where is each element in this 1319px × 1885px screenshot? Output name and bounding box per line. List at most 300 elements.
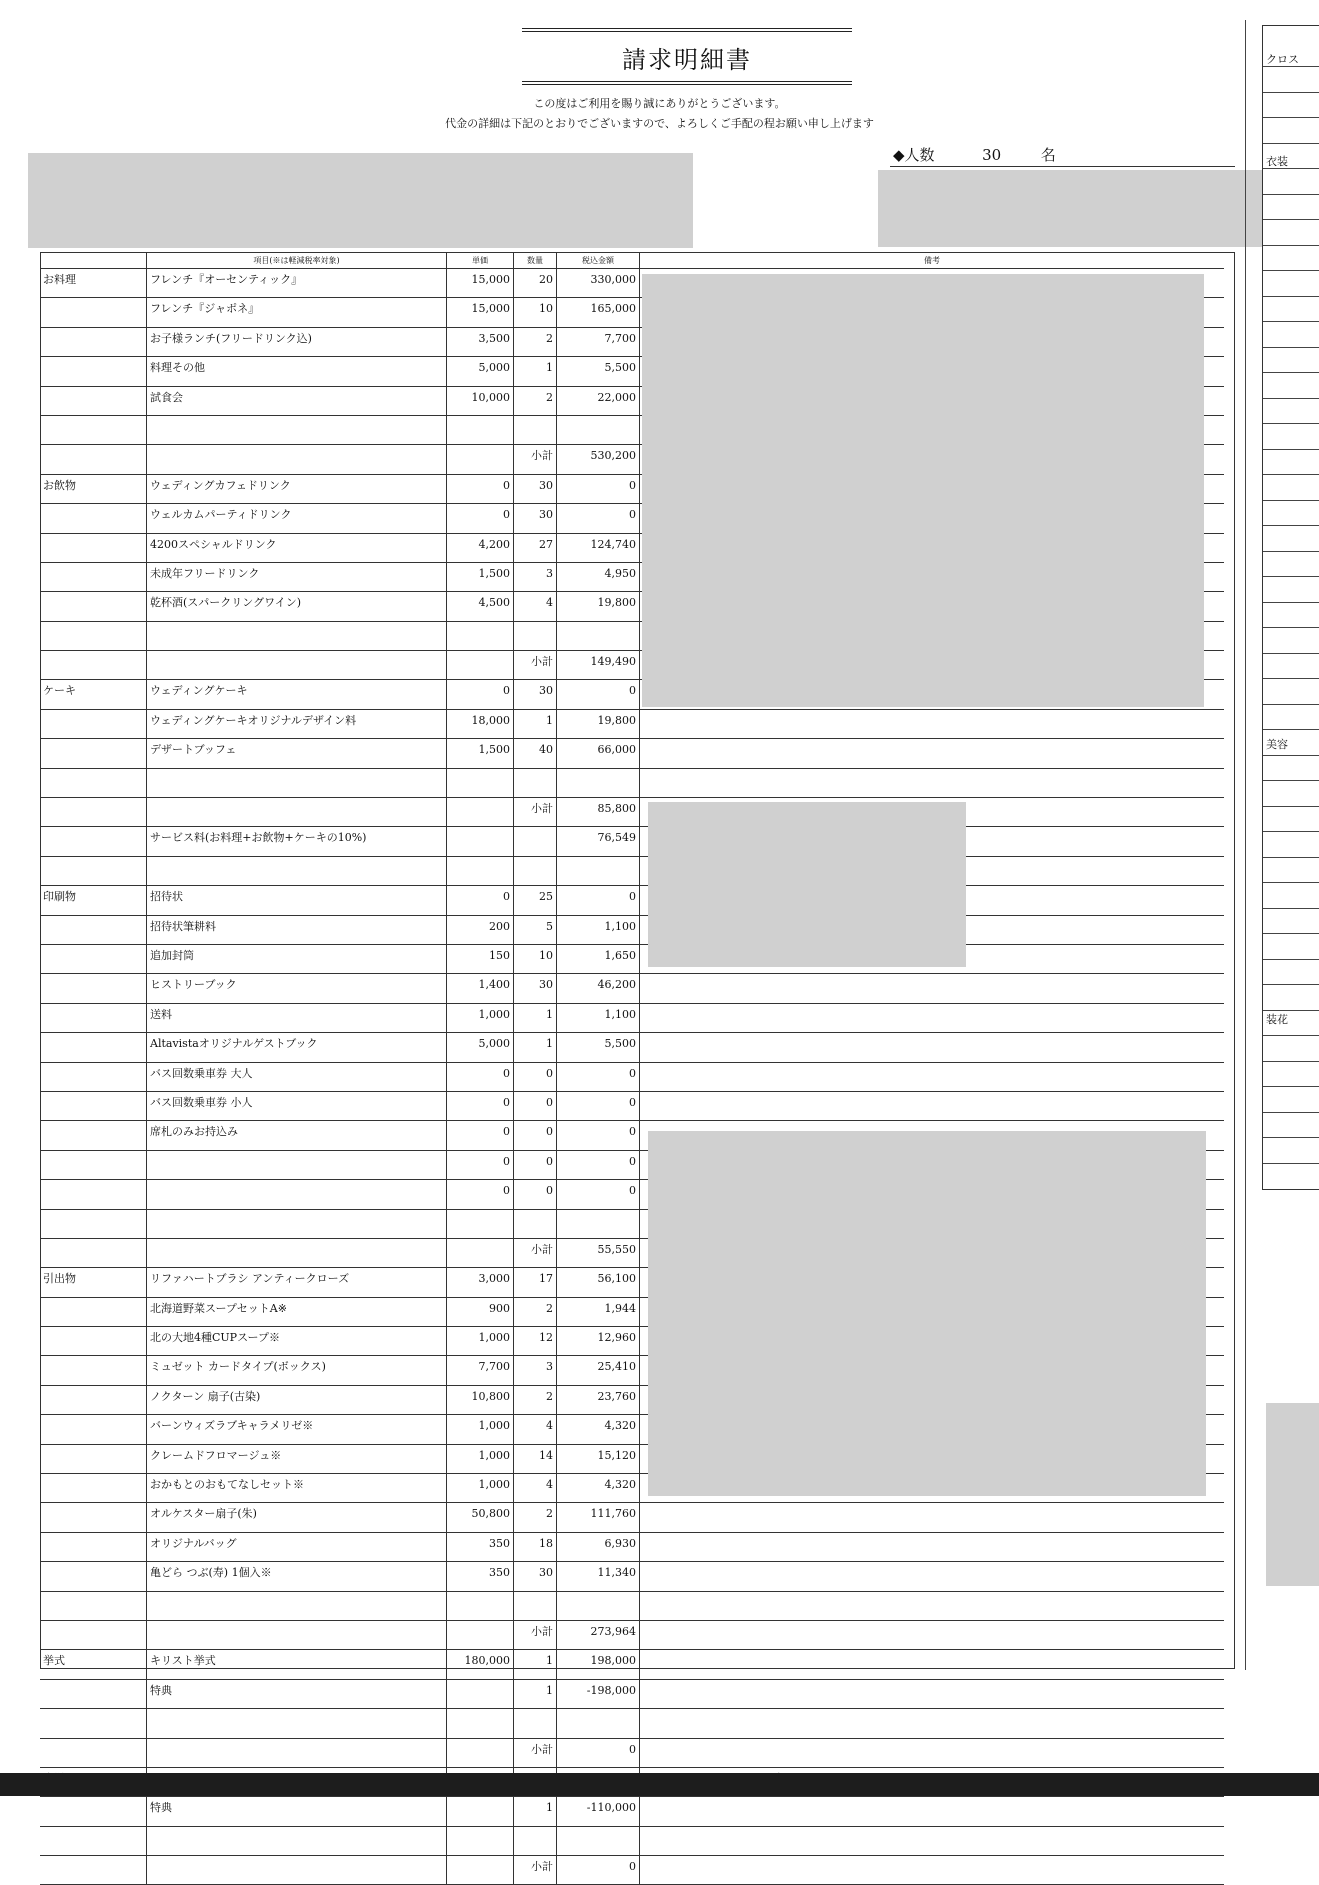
row-price [447,415,514,444]
row-item: おかもとのおもてなしセット※ [147,1474,447,1503]
side-rule [1263,92,1319,93]
row-category [40,327,147,356]
row-qty: 小計 [514,445,557,474]
row-category: 引出物 [40,1268,147,1297]
row-category [40,1474,147,1503]
row-category [40,1444,147,1473]
side-panel [1262,25,1319,1190]
row-category [40,1003,147,1032]
row-price [447,798,514,827]
row-amount: 0 [557,1121,640,1150]
row-amount [557,621,640,650]
row-item: ウェディングカフェドリンク [147,474,447,503]
row-price: 4,200 [447,533,514,562]
row-amount: 5,500 [557,1033,640,1062]
row-item: オリジナルバッグ [147,1532,447,1561]
table-row [40,1591,1224,1620]
side-rule [1263,143,1319,144]
row-qty [514,856,557,885]
row-qty: 4 [514,1474,557,1503]
row-category [40,621,147,650]
row-item: バス回数乗車券 大人 [147,1062,447,1091]
row-note [640,1797,1225,1826]
row-price: 180,000 [447,1650,514,1679]
side-rule [1263,1061,1319,1062]
row-category [40,386,147,415]
row-qty: 小計 [514,1620,557,1649]
side-rule [1263,1163,1319,1164]
row-amount: 198,000 [557,1650,640,1679]
row-qty: 0 [514,1062,557,1091]
row-category [40,827,147,856]
side-rule [1263,449,1319,450]
row-amount: 273,964 [557,1620,640,1649]
row-amount [557,768,640,797]
row-qty: 1 [514,357,557,386]
table-row [40,974,1224,1003]
side-rule [1263,117,1319,118]
row-category [40,592,147,621]
side-rule [1263,806,1319,807]
side-rule [1263,1086,1319,1087]
row-category [40,739,147,768]
row-price [447,1591,514,1620]
row-price: 4,500 [447,592,514,621]
row-amount: 4,320 [557,1474,640,1503]
row-amount: 0 [557,504,640,533]
row-price [447,1709,514,1738]
table-row [40,915,1224,944]
side-rule [1263,372,1319,373]
row-qty: 小計 [514,1856,557,1885]
side-rule [1263,500,1319,501]
row-price [447,651,514,680]
redacted-block [28,153,693,248]
row-amount: 530,200 [557,445,640,474]
row-qty: 27 [514,533,557,562]
row-price [447,856,514,885]
side-rule [1263,66,1319,67]
side-rule [1263,857,1319,858]
row-note [640,1091,1225,1120]
table-row [40,886,1224,915]
row-price: 0 [447,1121,514,1150]
table-row [40,1091,1224,1120]
side-rule [1263,831,1319,832]
side-rule [1263,245,1319,246]
row-item: 未成年フリードリンク [147,562,447,591]
row-qty: 0 [514,1091,557,1120]
row-amount: 124,740 [557,533,640,562]
row-category [40,651,147,680]
document-title: 請求明細書 [622,46,752,74]
row-amount [557,1591,640,1620]
row-item [147,621,447,650]
row-amount: 66,000 [557,739,640,768]
row-amount [557,856,640,885]
row-qty: 40 [514,739,557,768]
side-rule [1263,525,1319,526]
greeting-line-2: 代金の詳細は下記のとおりでございますので、よろしくご手配の程お願い申し上げます [445,117,874,130]
row-item: Altavistaオリジナルゲストブック [147,1033,447,1062]
row-item: バス回数乗車券 小人 [147,1091,447,1120]
title-rule-bottom [522,81,852,85]
row-price: 3,000 [447,1268,514,1297]
row-category [40,1709,147,1738]
row-qty: 3 [514,1356,557,1385]
side-rule [1263,270,1319,271]
side-rule [1263,602,1319,603]
row-item [147,768,447,797]
table-row [40,1503,1224,1532]
row-category [40,415,147,444]
row-price [447,1620,514,1649]
row-item: 試食会 [147,386,447,415]
row-note [640,1856,1225,1885]
people-label: ◆人数 [893,146,935,164]
row-price: 7,700 [447,1356,514,1385]
side-rule [1263,551,1319,552]
row-price: 5,000 [447,1033,514,1062]
row-category [40,768,147,797]
row-category [40,1356,147,1385]
row-qty: 4 [514,1415,557,1444]
side-rule [1263,627,1319,628]
row-item: サービス料(お料理+お飲物+ケーキの10%) [147,827,447,856]
row-item: ウェルカムパーティドリンク [147,504,447,533]
table-row [40,768,1224,797]
side-rule [1263,321,1319,322]
row-category [40,1327,147,1356]
row-qty: 2 [514,1385,557,1414]
side-rule [1263,168,1319,169]
side-rule [1263,474,1319,475]
redacted-block [648,1131,1206,1496]
row-qty: 0 [514,1121,557,1150]
row-price: 0 [447,1091,514,1120]
row-item: 追加封筒 [147,944,447,973]
row-category: 印刷物 [40,886,147,915]
table-row [40,1650,1224,1679]
row-item [147,1180,447,1209]
row-category [40,1856,147,1885]
row-item: 亀どら つぶ(寿) 1個入※ [147,1562,447,1591]
row-price: 5,000 [447,357,514,386]
people-count [893,144,1056,165]
redacted-block [1266,1403,1319,1586]
header-qty: 数量 [514,252,557,269]
row-category [40,1503,147,1532]
bottom-bar [0,1773,1319,1796]
row-price: 10,000 [447,386,514,415]
table-row [40,1826,1224,1855]
table-row [40,1797,1224,1826]
row-price: 18,000 [447,709,514,738]
row-category [40,1209,147,1238]
row-price: 0 [447,1062,514,1091]
row-amount: 19,800 [557,709,640,738]
row-item: フレンチ『オーセンティック』 [147,269,447,298]
row-category [40,1738,147,1767]
row-item [147,1209,447,1238]
row-category [40,1033,147,1062]
row-price: 1,500 [447,562,514,591]
people-number: 30 [982,146,1002,164]
side-rule [1263,576,1319,577]
row-category [40,1620,147,1649]
row-price [447,1238,514,1267]
row-category [40,1180,147,1209]
row-qty: 10 [514,944,557,973]
row-category [40,357,147,386]
row-category [40,915,147,944]
row-price: 50,800 [447,1503,514,1532]
row-note [640,974,1225,1003]
row-amount: 0 [557,474,640,503]
row-note [640,1503,1225,1532]
row-price: 200 [447,915,514,944]
header-amount: 税込金額 [557,252,640,269]
row-item: クレームドフロマージュ※ [147,1444,447,1473]
row-amount: 85,800 [557,798,640,827]
row-qty [514,827,557,856]
row-item [147,445,447,474]
row-item: ヒストリーブック [147,974,447,1003]
row-amount: 7,700 [557,327,640,356]
side-rule [1263,194,1319,195]
row-category [40,533,147,562]
page-divider [1245,20,1246,1670]
row-amount: 5,500 [557,357,640,386]
row-category [40,1385,147,1414]
row-qty: 1 [514,1797,557,1826]
row-price: 1,000 [447,1444,514,1473]
row-price: 150 [447,944,514,973]
row-price: 15,000 [447,269,514,298]
row-amount: -198,000 [557,1679,640,1708]
table-row [40,1062,1224,1091]
row-category: お飲物 [40,474,147,503]
row-qty [514,1591,557,1620]
row-amount: 15,120 [557,1444,640,1473]
row-item: キリスト挙式 [147,1650,447,1679]
row-amount: 0 [557,1856,640,1885]
side-rule [1263,780,1319,781]
row-qty: 小計 [514,1238,557,1267]
table-row [40,856,1224,885]
side-rule [1263,984,1319,985]
row-price [447,1209,514,1238]
side-rule [1263,423,1319,424]
row-item: ウェディングケーキ [147,680,447,709]
row-amount [557,1209,640,1238]
row-qty: 1 [514,1679,557,1708]
row-qty: 2 [514,327,557,356]
row-item [147,1150,447,1179]
row-qty: 25 [514,886,557,915]
row-qty: 2 [514,1297,557,1326]
row-price: 1,000 [447,1003,514,1032]
row-amount: 46,200 [557,974,640,1003]
row-note [640,768,1225,797]
row-price: 0 [447,1150,514,1179]
row-qty: 14 [514,1444,557,1473]
side-rule [1263,1010,1319,1011]
row-item [147,1738,447,1767]
table-row [40,1532,1224,1561]
row-category [40,798,147,827]
row-category [40,1091,147,1120]
row-qty [514,1709,557,1738]
row-price [447,1826,514,1855]
row-item: 4200スペシャルドリンク [147,533,447,562]
row-qty: 1 [514,709,557,738]
side-rule [1263,219,1319,220]
row-category: ケーキ [40,680,147,709]
row-price: 0 [447,504,514,533]
row-category [40,445,147,474]
row-price: 1,500 [447,739,514,768]
row-item: お子様ランチ(フリードリンク込) [147,327,447,356]
row-note [640,1620,1225,1649]
row-qty: 30 [514,974,557,1003]
row-price: 900 [447,1297,514,1326]
row-amount: 0 [557,886,640,915]
header-price: 単価 [447,252,514,269]
row-amount: 149,490 [557,651,640,680]
table-header-row [40,252,1224,269]
row-item: バーンウィズラブキャラメリゼ※ [147,1415,447,1444]
row-amount: 1,944 [557,1297,640,1326]
side-rule [1263,933,1319,934]
row-category [40,1062,147,1091]
side-rule [1263,1035,1319,1036]
redacted-block [648,802,966,967]
row-item [147,798,447,827]
row-amount: 12,960 [557,1327,640,1356]
row-category [40,1415,147,1444]
row-price [447,621,514,650]
row-item: 特典 [147,1797,447,1826]
row-item [147,1856,447,1885]
row-qty: 30 [514,680,557,709]
side-label-flowers: 装花 [1266,1013,1288,1026]
row-qty: 12 [514,1327,557,1356]
row-price: 1,400 [447,974,514,1003]
row-qty: 小計 [514,1738,557,1767]
row-amount: 4,950 [557,562,640,591]
row-item: オルケスター扇子(朱) [147,1503,447,1532]
row-qty: 0 [514,1150,557,1179]
row-item: 送料 [147,1003,447,1032]
row-amount: 0 [557,1180,640,1209]
row-item: 北の大地4種CUPスープ※ [147,1327,447,1356]
row-item: 乾杯酒(スパークリングワイン) [147,592,447,621]
row-note [640,1826,1225,1855]
row-category [40,856,147,885]
row-qty [514,621,557,650]
row-category: お料理 [40,269,147,298]
row-item [147,1591,447,1620]
row-item: 招待状 [147,886,447,915]
row-amount: 56,100 [557,1268,640,1297]
side-rule [1263,882,1319,883]
row-amount [557,1826,640,1855]
side-label-costume: 衣装 [1266,155,1288,168]
row-amount: 4,320 [557,1415,640,1444]
row-qty: 2 [514,1503,557,1532]
row-category [40,562,147,591]
row-price: 0 [447,474,514,503]
row-qty: 1 [514,1650,557,1679]
row-qty: 30 [514,1562,557,1591]
side-rule [1263,653,1319,654]
row-price [447,1856,514,1885]
row-item [147,415,447,444]
row-qty: 小計 [514,651,557,680]
table-row [40,827,1224,856]
row-item [147,1238,447,1267]
side-rule [1263,729,1319,730]
table-row [40,944,1224,973]
row-note [640,1532,1225,1561]
table-row [40,1679,1224,1708]
row-category [40,974,147,1003]
document-header [522,28,852,85]
row-item: ノクターン 扇子(古染) [147,1385,447,1414]
row-amount: 23,760 [557,1385,640,1414]
row-price [447,1797,514,1826]
row-note [640,1062,1225,1091]
row-amount: 76,549 [557,827,640,856]
row-qty [514,1826,557,1855]
table-row [40,1033,1224,1062]
row-price: 350 [447,1562,514,1591]
row-qty: 5 [514,915,557,944]
row-amount [557,415,640,444]
table-row [40,709,1224,738]
row-price [447,768,514,797]
row-category [40,1121,147,1150]
table-row [40,1709,1224,1738]
side-rule [1263,1112,1319,1113]
row-qty: 4 [514,592,557,621]
row-item: 招待状筆耕料 [147,915,447,944]
row-qty: 10 [514,298,557,327]
side-rule [1263,296,1319,297]
row-amount: 1,650 [557,944,640,973]
row-amount: 0 [557,1738,640,1767]
side-rule [1263,755,1319,756]
row-amount: -110,000 [557,1797,640,1826]
row-amount: 330,000 [557,269,640,298]
row-qty: 0 [514,1180,557,1209]
row-price: 0 [447,1180,514,1209]
row-price [447,445,514,474]
row-price [447,1738,514,1767]
row-amount: 25,410 [557,1356,640,1385]
side-rule [1263,678,1319,679]
row-item: デザートブッフェ [147,739,447,768]
row-qty: 2 [514,386,557,415]
row-category [40,1797,147,1826]
row-category [40,1826,147,1855]
row-category [40,1297,147,1326]
row-note [640,1738,1225,1767]
row-amount: 111,760 [557,1503,640,1532]
row-item: ミュゼット カードタイプ(ボックス) [147,1356,447,1385]
table-row [40,798,1224,827]
